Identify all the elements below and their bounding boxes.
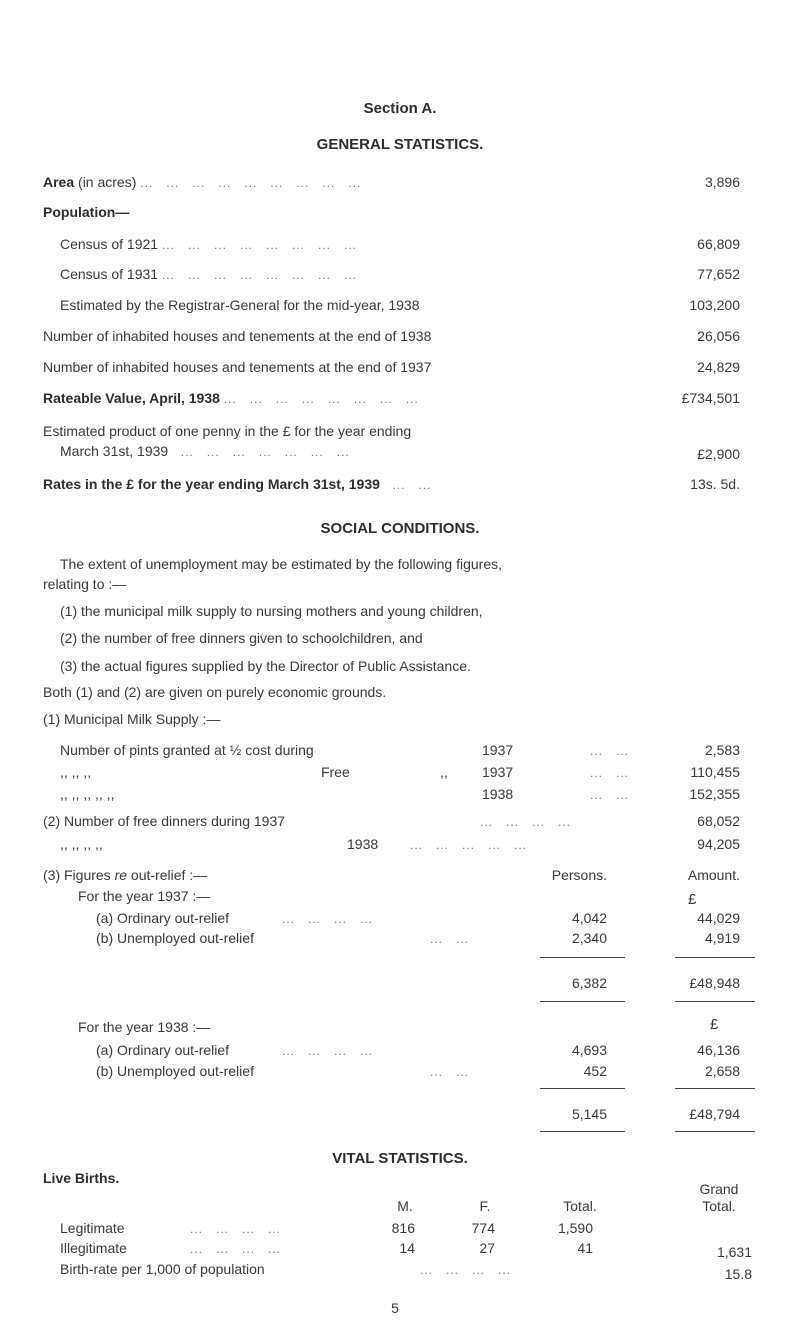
milk-row2-ditto2: ,, (440, 764, 448, 780)
houses-1937-value: 24,829 (697, 359, 740, 375)
grand-total-value: 1,631 (716, 1244, 752, 1260)
col-f-header: F. (479, 1198, 491, 1214)
col-grand-total-line2: Total. (702, 1198, 736, 1214)
r1937-a-amount: 44,029 (697, 910, 740, 926)
penny-value: £2,900 (697, 446, 740, 462)
subtotal-rule (540, 957, 625, 958)
dinners-row2-value: 94,205 (697, 836, 740, 852)
social-conditions-title: SOCIAL CONDITIONS. (320, 520, 480, 537)
penny-label-line2: March 31st, 1939 (60, 443, 169, 459)
houses-1938-label: Number of inhabited houses and tenements at the end of 1938 (43, 328, 432, 344)
estimated-population-value: 103,200 (689, 297, 740, 313)
r1938-total-amount: £48,794 (689, 1106, 740, 1122)
general-statistics-title: GENERAL STATISTICS. (316, 136, 484, 153)
census-1921-value: 66,809 (697, 236, 740, 252)
col-total-header: Total. (563, 1198, 597, 1214)
r1938-a-label: (a) Ordinary out-relief (96, 1042, 230, 1058)
r1937-total-amount: £48,948 (689, 975, 740, 991)
penny-label-line2-wrap (60, 443, 350, 459)
leader-dots: ... ... ... ... ... ... ... ... ... (140, 176, 362, 190)
year-1938-label: For the year 1938 :— (78, 1019, 211, 1035)
rates-line (43, 476, 431, 492)
leader-dots: ... ... ... ... ... ... ... ... (161, 268, 357, 282)
social-item-2: (2) the number of free dinners given to schoolchildren, and (60, 630, 423, 646)
total-rule (540, 1001, 625, 1002)
year-1937-label: For the year 1937 :— (78, 888, 211, 904)
social-intro-line1: The extent of unemployment may be estimated by the following figures, (60, 556, 503, 572)
leader-dots: ... ... ... ... (190, 1222, 282, 1236)
area-label: Area (43, 174, 75, 190)
rates-value: 13s. 5d. (690, 476, 740, 492)
leader-dots: ... ... (383, 478, 432, 492)
total-rule (675, 1001, 755, 1002)
area-label-line (43, 174, 361, 190)
legitimate-m: 816 (391, 1220, 415, 1236)
leader-dots: ... ... ... ... ... (410, 838, 528, 852)
subtotal-rule (540, 1088, 625, 1089)
dinners-row2-year: 1938 (347, 836, 379, 852)
census-1921-line (60, 236, 357, 252)
leader-dots: ... ... ... ... ... ... ... ... (161, 238, 357, 252)
milk-row3-year: 1938 (482, 786, 514, 802)
birthrate-label: Birth-rate per 1,000 of population (60, 1261, 265, 1277)
legitimate-f: 774 (471, 1220, 495, 1236)
r1938-b-label: (b) Unemployed out-relief (96, 1063, 254, 1079)
r1938-b-persons: 452 (583, 1063, 607, 1079)
leader-dots: ... ... ... ... (420, 1263, 512, 1277)
penny-label-line1: Estimated product of one penny in the £ for the year ending (43, 423, 412, 439)
pound-sign-1938: £ (710, 1016, 719, 1033)
leader-dots: ... ... (590, 788, 630, 802)
birthrate-value: 15.8 (724, 1266, 752, 1282)
r1938-a-persons: 4,693 (571, 1042, 607, 1058)
r1938-a-amount: 46,136 (697, 1042, 740, 1058)
legitimate-label: Legitimate (60, 1220, 125, 1236)
census-1931-value: 77,652 (697, 266, 740, 282)
pound-sign-1937: £ (688, 891, 697, 908)
subtotal-rule (675, 957, 755, 958)
col-m-header: M. (397, 1198, 413, 1214)
dinners-row1-value: 68,052 (697, 813, 740, 829)
houses-1938-value: 26,056 (697, 328, 740, 344)
dinners-row2-ditto: ,, ,, ,, ,, (60, 836, 103, 852)
leader-dots: ... ... ... ... (480, 815, 572, 829)
relief-heading (43, 867, 207, 883)
section-heading: Section A. (363, 100, 437, 117)
relief-heading-suffix: out-relief :— (130, 867, 208, 883)
r1937-a-persons: 4,042 (571, 910, 607, 926)
milk-row2-value: 110,455 (690, 764, 740, 780)
live-births-label: Live Births. (43, 1170, 120, 1186)
social-item-1: (1) the municipal milk supply to nursing mothers and young children, (60, 603, 483, 619)
population-label: Population— (43, 204, 130, 220)
r1937-b-label: (b) Unemployed out-relief (96, 930, 254, 946)
milk-row2-label: Free (321, 764, 350, 780)
milk-heading: (1) Municipal Milk Supply :— (43, 711, 221, 727)
total-rule (540, 1131, 625, 1132)
r1937-total-persons: 6,382 (571, 975, 607, 991)
census-1931-label: Census of 1931 (60, 266, 159, 282)
census-1931-line (60, 266, 357, 282)
col-amount-header: Amount. (687, 867, 740, 883)
milk-row3-ditto: ,, ,, ,, ,, ,, (60, 786, 115, 802)
dinners-row1-label: (2) Number of free dinners during 1937 (43, 813, 286, 829)
relief-heading-prefix: (3) Figures (43, 867, 111, 883)
leader-dots: ... ... ... ... (282, 1044, 374, 1058)
r1937-a-label: (a) Ordinary out-relief (96, 910, 230, 926)
milk-row2-year: 1937 (482, 764, 514, 780)
r1937-b-persons: 2,340 (571, 930, 607, 946)
houses-1937-label: Number of inhabited houses and tenements at the end of 1937 (43, 359, 432, 375)
milk-row1-year: 1937 (482, 742, 514, 758)
social-both-note: Both (1) and (2) are given on purely economic grounds. (43, 684, 387, 700)
leader-dots: ... ... ... ... (282, 912, 374, 926)
rateable-label: Rateable Value, April, 1938 (43, 390, 220, 406)
illegitimate-total: 41 (577, 1240, 593, 1256)
page-number: 5 (391, 1300, 399, 1316)
census-1921-label: Census of 1921 (60, 236, 159, 252)
social-intro-line2: relating to :— (43, 576, 127, 592)
leader-dots: ... ... ... ... ... ... ... (172, 445, 350, 459)
r1938-b-amount: 2,658 (704, 1063, 740, 1079)
illegitimate-f: 27 (479, 1240, 495, 1256)
social-item-3: (3) the actual figures supplied by the Director of Public Assistance. (60, 658, 471, 674)
legitimate-total: 1,590 (557, 1220, 593, 1236)
leader-dots: ... ... (430, 1065, 470, 1079)
milk-row3-value: 152,355 (689, 786, 740, 802)
estimated-population-label: Estimated by the Registrar-General for the mid-year, 1938 (60, 297, 420, 313)
subtotal-rule (675, 1088, 755, 1089)
rateable-line (43, 390, 419, 406)
leader-dots: ... ... (590, 744, 630, 758)
col-grand-total-line1: Grand (699, 1181, 739, 1197)
illegitimate-m: 14 (399, 1240, 415, 1256)
r1937-b-amount: 4,919 (704, 930, 740, 946)
r1938-total-persons: 5,145 (571, 1106, 607, 1122)
leader-dots: ... ... ... ... (190, 1242, 282, 1256)
vital-statistics-title: VITAL STATISTICS. (332, 1150, 468, 1167)
leader-dots: ... ... (590, 766, 630, 780)
milk-row2-ditto: ,, ,, ,, (60, 764, 92, 780)
rates-label: Rates in the £ for the year ending March 31st, 1939 (43, 476, 380, 492)
area-unit: (in acres) (78, 174, 137, 190)
area-value: 3,896 (704, 174, 740, 190)
milk-row1-label: Number of pints granted at ½ cost during (60, 742, 314, 758)
relief-heading-re: re (114, 867, 128, 883)
total-rule (675, 1131, 755, 1132)
leader-dots: ... ... ... ... ... ... ... ... (223, 392, 419, 406)
illegitimate-label: Illegitimate (60, 1240, 127, 1256)
milk-row1-value: 2,583 (704, 742, 740, 758)
leader-dots: ... ... (430, 932, 470, 946)
col-persons-header: Persons. (551, 867, 607, 883)
rateable-value: £734,501 (681, 390, 740, 406)
